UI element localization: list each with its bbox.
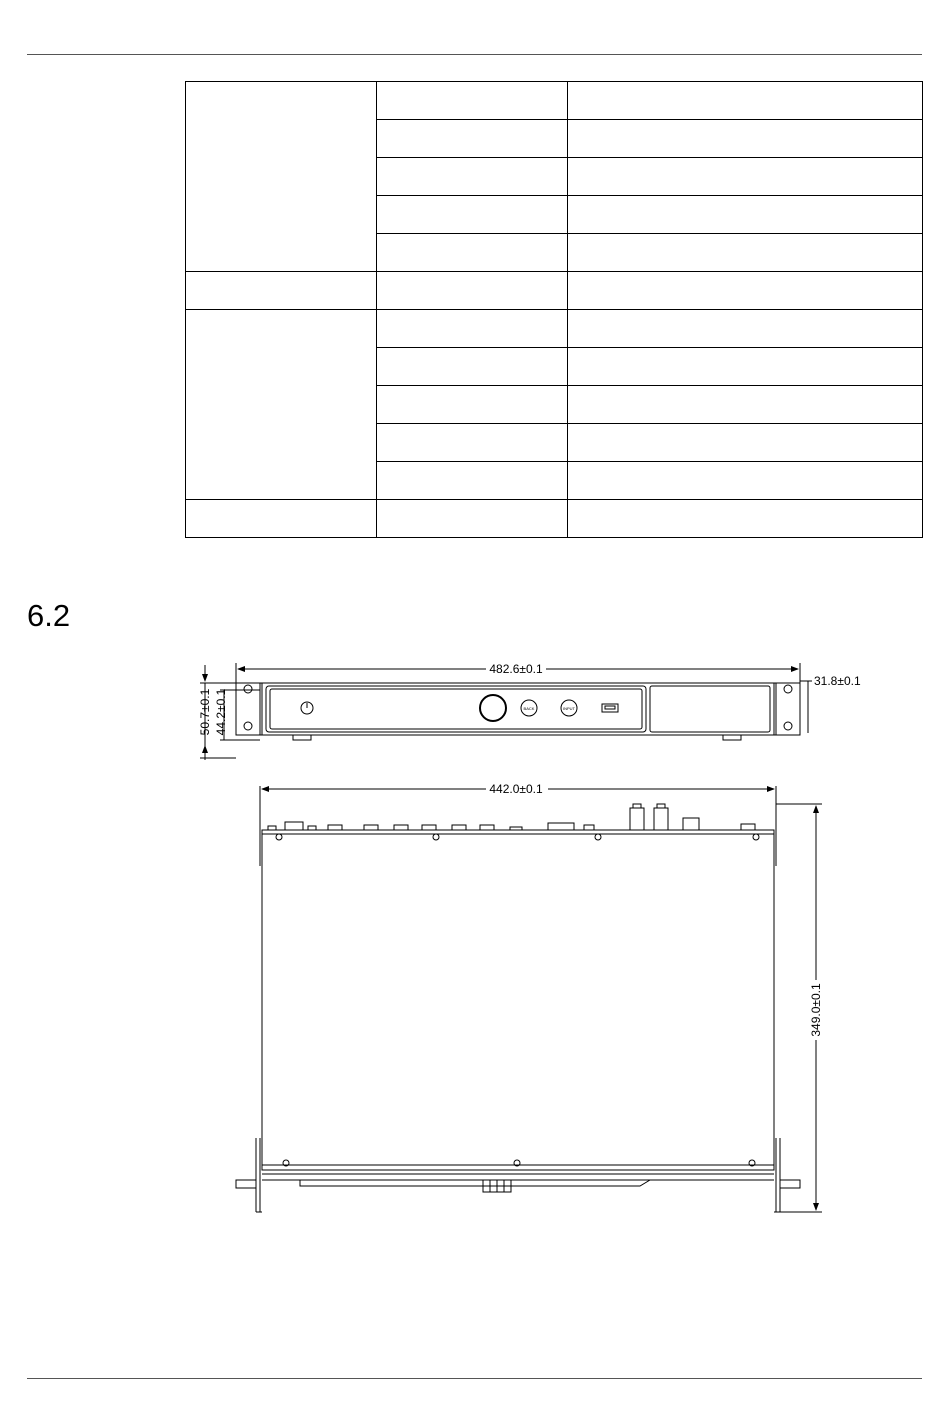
inner-height-label: 44.2±0.1 [214, 688, 228, 736]
front-view [200, 663, 812, 760]
screw-icon [753, 834, 759, 840]
usb-port-icon [602, 704, 618, 712]
front-panel-outline [236, 683, 800, 735]
screw-icon [276, 834, 282, 840]
screw-icon [433, 834, 439, 840]
ear-hole [784, 722, 792, 730]
front-width-label: 482.6±0.1 [489, 662, 543, 676]
ear-hole [784, 685, 792, 693]
footer-rule [27, 1378, 922, 1379]
ear-hole [244, 685, 252, 693]
top-view [236, 786, 822, 1212]
section-number: 6.2 [27, 598, 71, 633]
top-width-label: 442.0±0.1 [489, 782, 543, 796]
ear-dimension-label: 31.8±0.1 [814, 674, 861, 688]
back-button-label: BACK [523, 706, 535, 711]
depth-label: 349.0±0.1 [809, 983, 823, 1037]
db-connector [548, 823, 574, 830]
input-button-label: INPUT [563, 706, 575, 711]
bnc-connector [630, 808, 644, 830]
chassis-outline [262, 830, 774, 1170]
ear-hole [244, 722, 252, 730]
outer-height-label: 50.7±0.1 [198, 688, 212, 736]
screw-icon [595, 834, 601, 840]
rotary-knob [480, 695, 506, 721]
bnc-connector [654, 808, 668, 830]
